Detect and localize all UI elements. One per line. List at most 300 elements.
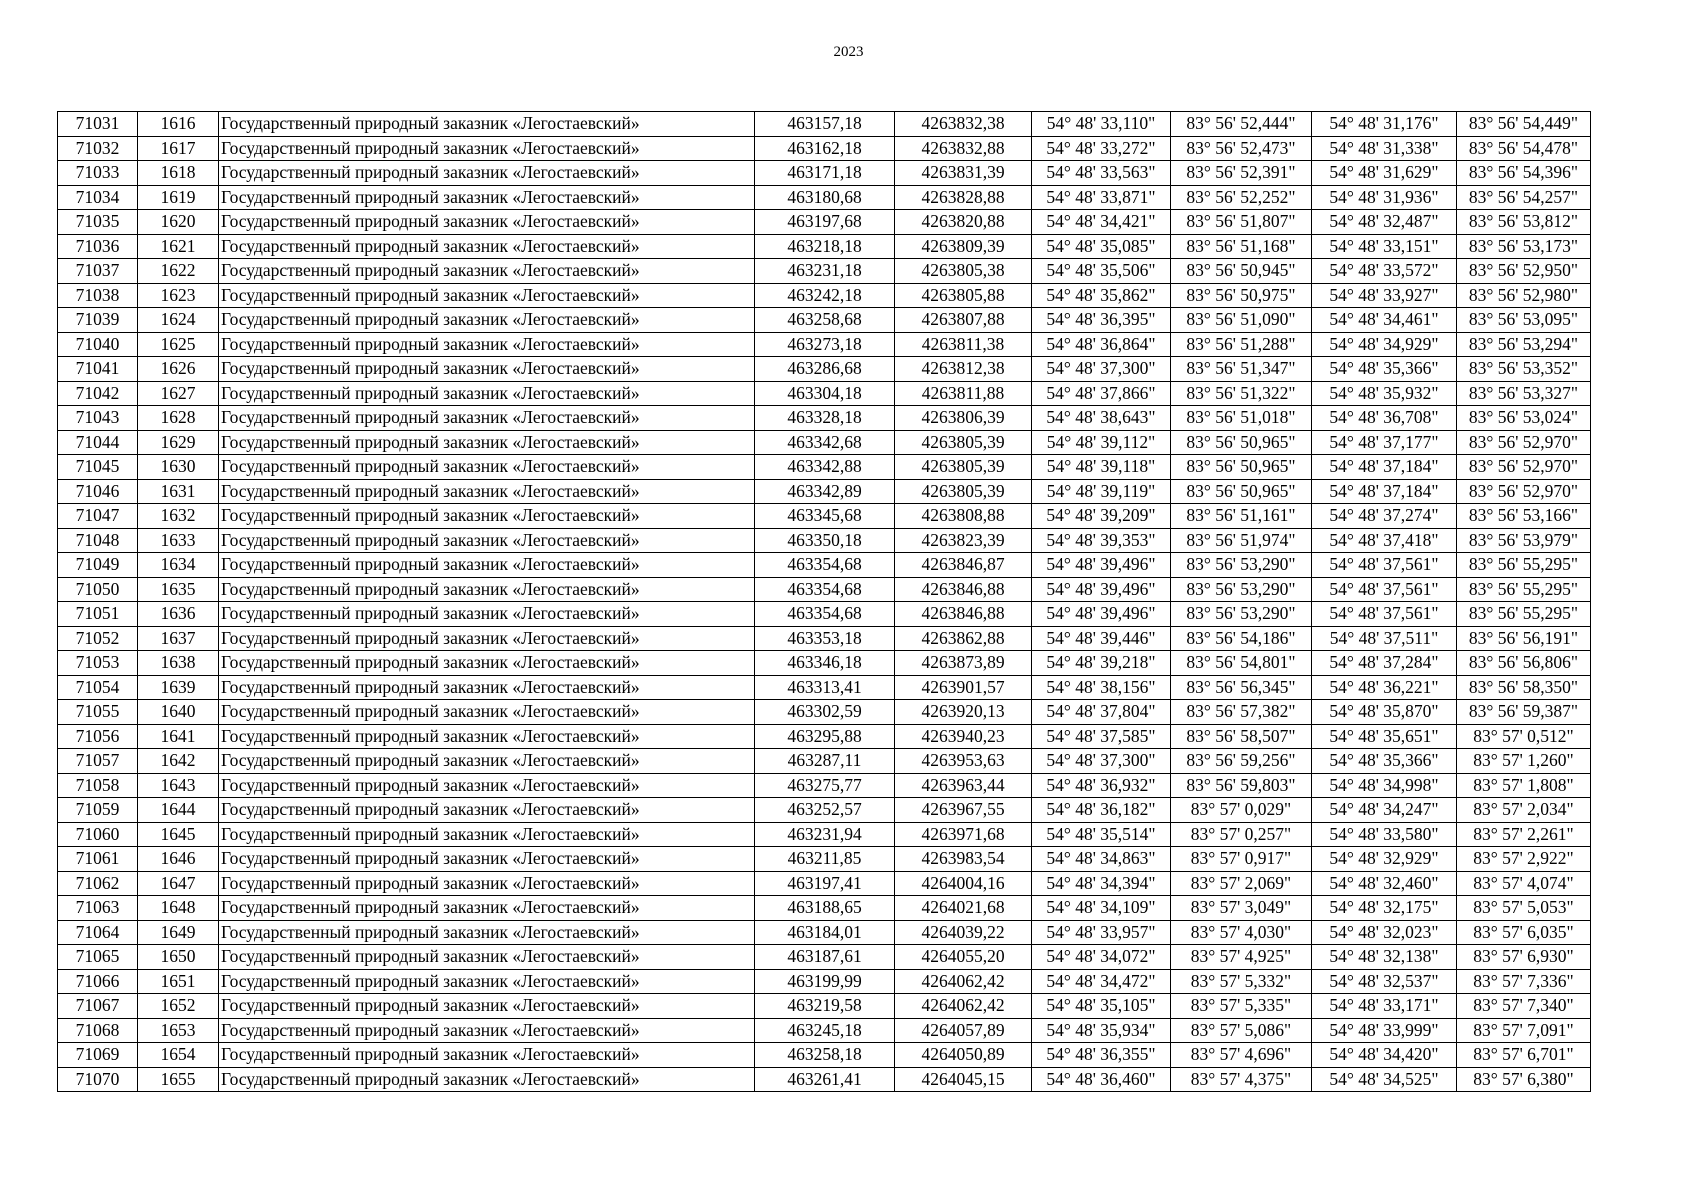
point-number-cell: 1623: [138, 283, 219, 308]
y-coordinate-cell: 4263901,57: [895, 675, 1032, 700]
row-id-cell: 71031: [58, 112, 138, 137]
point-number-cell: 1645: [138, 822, 219, 847]
table-row: [58, 994, 1591, 1019]
longitude-1-cell: 83° 57' 3,049": [1171, 896, 1312, 921]
longitude-2-cell: 83° 56' 58,350": [1457, 675, 1591, 700]
area-name-cell: Государственный природный заказник «Легостаевский»: [219, 700, 755, 725]
y-coordinate-cell: 4263832,38: [895, 112, 1032, 137]
longitude-1-cell: 83° 56' 52,473": [1171, 136, 1312, 161]
point-number-cell: 1627: [138, 381, 219, 406]
area-name-cell: Государственный природный заказник «Легостаевский»: [219, 798, 755, 823]
latitude-1-cell: 54° 48' 34,109": [1032, 896, 1171, 921]
longitude-2-cell: 83° 57' 6,701": [1457, 1043, 1591, 1068]
area-name-cell: Государственный природный заказник «Легостаевский»: [219, 504, 755, 529]
latitude-1-cell: 54° 48' 34,421": [1032, 210, 1171, 235]
row-id-cell: 71035: [58, 210, 138, 235]
area-name-cell: Государственный природный заказник «Легостаевский»: [219, 773, 755, 798]
area-name-cell: Государственный природный заказник «Легостаевский»: [219, 234, 755, 259]
row-id-cell: 71064: [58, 920, 138, 945]
x-coordinate-cell: 463162,18: [755, 136, 895, 161]
table-row: [58, 185, 1591, 210]
row-id-cell: 71041: [58, 357, 138, 382]
y-coordinate-cell: 4263805,39: [895, 479, 1032, 504]
row-id-cell: 71033: [58, 161, 138, 186]
y-coordinate-cell: 4263805,39: [895, 455, 1032, 480]
table-row: [58, 969, 1591, 994]
point-number-cell: 1637: [138, 626, 219, 651]
point-number-cell: 1621: [138, 234, 219, 259]
latitude-2-cell: 54° 48' 34,461": [1312, 308, 1457, 333]
longitude-1-cell: 83° 56' 50,975": [1171, 283, 1312, 308]
latitude-1-cell: 54° 48' 34,863": [1032, 847, 1171, 872]
latitude-2-cell: 54° 48' 34,998": [1312, 773, 1457, 798]
longitude-1-cell: 83° 56' 51,347": [1171, 357, 1312, 382]
longitude-1-cell: 83° 56' 51,018": [1171, 406, 1312, 431]
longitude-2-cell: 83° 56' 53,173": [1457, 234, 1591, 259]
latitude-1-cell: 54° 48' 37,866": [1032, 381, 1171, 406]
latitude-1-cell: 54° 48' 35,934": [1032, 1018, 1171, 1043]
y-coordinate-cell: 4264062,42: [895, 969, 1032, 994]
latitude-1-cell: 54° 48' 33,563": [1032, 161, 1171, 186]
latitude-2-cell: 54° 48' 33,999": [1312, 1018, 1457, 1043]
latitude-2-cell: 54° 48' 31,338": [1312, 136, 1457, 161]
latitude-1-cell: 54° 48' 35,506": [1032, 259, 1171, 284]
point-number-cell: 1648: [138, 896, 219, 921]
point-number-cell: 1640: [138, 700, 219, 725]
latitude-1-cell: 54° 48' 36,355": [1032, 1043, 1171, 1068]
x-coordinate-cell: 463354,68: [755, 602, 895, 627]
area-name-cell: Государственный природный заказник «Легостаевский»: [219, 577, 755, 602]
table-row: [58, 308, 1591, 333]
row-id-cell: 71050: [58, 577, 138, 602]
longitude-2-cell: 83° 56' 53,979": [1457, 528, 1591, 553]
row-id-cell: 71049: [58, 553, 138, 578]
longitude-1-cell: 83° 56' 51,161": [1171, 504, 1312, 529]
row-id-cell: 71062: [58, 871, 138, 896]
longitude-2-cell: 83° 57' 7,336": [1457, 969, 1591, 994]
area-name-cell: Государственный природный заказник «Легостаевский»: [219, 969, 755, 994]
table-row: [58, 455, 1591, 480]
y-coordinate-cell: 4263807,88: [895, 308, 1032, 333]
table-row: [58, 406, 1591, 431]
table-row: [58, 259, 1591, 284]
y-coordinate-cell: 4263823,39: [895, 528, 1032, 553]
area-name-cell: Государственный природный заказник «Легостаевский»: [219, 896, 755, 921]
longitude-1-cell: 83° 56' 52,444": [1171, 112, 1312, 137]
longitude-1-cell: 83° 56' 54,801": [1171, 651, 1312, 676]
area-name-cell: Государственный природный заказник «Легостаевский»: [219, 210, 755, 235]
area-name-cell: Государственный природный заказник «Легостаевский»: [219, 920, 755, 945]
longitude-2-cell: 83° 56' 54,257": [1457, 185, 1591, 210]
y-coordinate-cell: 4263806,39: [895, 406, 1032, 431]
latitude-1-cell: 54° 48' 36,460": [1032, 1067, 1171, 1092]
table-row: [58, 920, 1591, 945]
latitude-2-cell: 54° 48' 32,138": [1312, 945, 1457, 970]
table-row: [58, 1018, 1591, 1043]
latitude-1-cell: 54° 48' 36,864": [1032, 332, 1171, 357]
longitude-2-cell: 83° 57' 2,922": [1457, 847, 1591, 872]
area-name-cell: Государственный природный заказник «Легостаевский»: [219, 994, 755, 1019]
table-row: [58, 332, 1591, 357]
point-number-cell: 1653: [138, 1018, 219, 1043]
row-id-cell: 71059: [58, 798, 138, 823]
row-id-cell: 71032: [58, 136, 138, 161]
longitude-1-cell: 83° 56' 56,345": [1171, 675, 1312, 700]
latitude-1-cell: 54° 48' 39,496": [1032, 602, 1171, 627]
latitude-2-cell: 54° 48' 37,184": [1312, 455, 1457, 480]
x-coordinate-cell: 463219,58: [755, 994, 895, 1019]
row-id-cell: 71038: [58, 283, 138, 308]
area-name-cell: Государственный природный заказник «Легостаевский»: [219, 724, 755, 749]
x-coordinate-cell: 463218,18: [755, 234, 895, 259]
longitude-1-cell: 83° 56' 59,256": [1171, 749, 1312, 774]
longitude-2-cell: 83° 56' 52,980": [1457, 283, 1591, 308]
x-coordinate-cell: 463242,18: [755, 283, 895, 308]
point-number-cell: 1617: [138, 136, 219, 161]
area-name-cell: Государственный природный заказник «Легостаевский»: [219, 651, 755, 676]
y-coordinate-cell: 4264057,89: [895, 1018, 1032, 1043]
longitude-1-cell: 83° 57' 4,375": [1171, 1067, 1312, 1092]
y-coordinate-cell: 4263812,38: [895, 357, 1032, 382]
longitude-1-cell: 83° 57' 4,696": [1171, 1043, 1312, 1068]
latitude-1-cell: 54° 48' 35,085": [1032, 234, 1171, 259]
table-row: [58, 479, 1591, 504]
longitude-2-cell: 83° 57' 7,340": [1457, 994, 1591, 1019]
longitude-1-cell: 83° 56' 59,803": [1171, 773, 1312, 798]
latitude-2-cell: 54° 48' 33,151": [1312, 234, 1457, 259]
area-name-cell: Государственный природный заказник «Легостаевский»: [219, 308, 755, 333]
longitude-2-cell: 83° 57' 2,034": [1457, 798, 1591, 823]
row-id-cell: 71055: [58, 700, 138, 725]
latitude-1-cell: 54° 48' 35,862": [1032, 283, 1171, 308]
latitude-1-cell: 54° 48' 33,871": [1032, 185, 1171, 210]
longitude-2-cell: 83° 56' 53,352": [1457, 357, 1591, 382]
longitude-1-cell: 83° 57' 5,332": [1171, 969, 1312, 994]
row-id-cell: 71045: [58, 455, 138, 480]
row-id-cell: 71067: [58, 994, 138, 1019]
row-id-cell: 71046: [58, 479, 138, 504]
x-coordinate-cell: 463258,68: [755, 308, 895, 333]
latitude-2-cell: 54° 48' 37,284": [1312, 651, 1457, 676]
point-number-cell: 1630: [138, 455, 219, 480]
longitude-2-cell: 83° 56' 54,478": [1457, 136, 1591, 161]
longitude-1-cell: 83° 56' 52,391": [1171, 161, 1312, 186]
longitude-1-cell: 83° 56' 58,507": [1171, 724, 1312, 749]
area-name-cell: Государственный природный заказник «Легостаевский»: [219, 161, 755, 186]
y-coordinate-cell: 4264039,22: [895, 920, 1032, 945]
table-row: [58, 773, 1591, 798]
point-number-cell: 1654: [138, 1043, 219, 1068]
longitude-1-cell: 83° 57' 0,917": [1171, 847, 1312, 872]
point-number-cell: 1638: [138, 651, 219, 676]
longitude-2-cell: 83° 56' 55,295": [1457, 577, 1591, 602]
longitude-2-cell: 83° 56' 55,295": [1457, 553, 1591, 578]
row-id-cell: 71043: [58, 406, 138, 431]
longitude-2-cell: 83° 56' 53,166": [1457, 504, 1591, 529]
area-name-cell: Государственный природный заказник «Легостаевский»: [219, 259, 755, 284]
latitude-2-cell: 54° 48' 33,927": [1312, 283, 1457, 308]
point-number-cell: 1651: [138, 969, 219, 994]
x-coordinate-cell: 463188,65: [755, 896, 895, 921]
point-number-cell: 1624: [138, 308, 219, 333]
longitude-1-cell: 83° 56' 54,186": [1171, 626, 1312, 651]
table-row: [58, 381, 1591, 406]
latitude-1-cell: 54° 48' 33,957": [1032, 920, 1171, 945]
point-number-cell: 1655: [138, 1067, 219, 1092]
area-name-cell: Государственный природный заказник «Легостаевский»: [219, 136, 755, 161]
y-coordinate-cell: 4263920,13: [895, 700, 1032, 725]
latitude-2-cell: 54° 48' 32,487": [1312, 210, 1457, 235]
x-coordinate-cell: 463199,99: [755, 969, 895, 994]
row-id-cell: 71048: [58, 528, 138, 553]
table-row: [58, 822, 1591, 847]
longitude-2-cell: 83° 57' 1,808": [1457, 773, 1591, 798]
latitude-1-cell: 54° 48' 38,156": [1032, 675, 1171, 700]
latitude-1-cell: 54° 48' 35,105": [1032, 994, 1171, 1019]
latitude-1-cell: 54° 48' 33,110": [1032, 112, 1171, 137]
point-number-cell: 1628: [138, 406, 219, 431]
row-id-cell: 71063: [58, 896, 138, 921]
area-name-cell: Государственный природный заказник «Легостаевский»: [219, 626, 755, 651]
y-coordinate-cell: 4264004,16: [895, 871, 1032, 896]
latitude-2-cell: 54° 48' 36,221": [1312, 675, 1457, 700]
x-coordinate-cell: 463252,57: [755, 798, 895, 823]
point-number-cell: 1639: [138, 675, 219, 700]
row-id-cell: 71066: [58, 969, 138, 994]
longitude-2-cell: 83° 56' 52,950": [1457, 259, 1591, 284]
table-row: [58, 430, 1591, 455]
table-row: [58, 234, 1591, 259]
row-id-cell: 71051: [58, 602, 138, 627]
latitude-1-cell: 54° 48' 39,446": [1032, 626, 1171, 651]
row-id-cell: 71039: [58, 308, 138, 333]
x-coordinate-cell: 463304,18: [755, 381, 895, 406]
x-coordinate-cell: 463354,68: [755, 577, 895, 602]
table-row: [58, 210, 1591, 235]
point-number-cell: 1632: [138, 504, 219, 529]
x-coordinate-cell: 463231,94: [755, 822, 895, 847]
area-name-cell: Государственный природный заказник «Легостаевский»: [219, 871, 755, 896]
point-number-cell: 1643: [138, 773, 219, 798]
row-id-cell: 71034: [58, 185, 138, 210]
y-coordinate-cell: 4264062,42: [895, 994, 1032, 1019]
area-name-cell: Государственный природный заказник «Легостаевский»: [219, 479, 755, 504]
y-coordinate-cell: 4263805,88: [895, 283, 1032, 308]
row-id-cell: 71068: [58, 1018, 138, 1043]
x-coordinate-cell: 463273,18: [755, 332, 895, 357]
latitude-2-cell: 54° 48' 31,629": [1312, 161, 1457, 186]
y-coordinate-cell: 4263811,88: [895, 381, 1032, 406]
point-number-cell: 1616: [138, 112, 219, 137]
longitude-2-cell: 83° 56' 54,396": [1457, 161, 1591, 186]
latitude-2-cell: 54° 48' 35,366": [1312, 749, 1457, 774]
row-id-cell: 71036: [58, 234, 138, 259]
table-row: [58, 675, 1591, 700]
x-coordinate-cell: 463342,89: [755, 479, 895, 504]
latitude-1-cell: 54° 48' 39,209": [1032, 504, 1171, 529]
latitude-2-cell: 54° 48' 33,580": [1312, 822, 1457, 847]
x-coordinate-cell: 463231,18: [755, 259, 895, 284]
longitude-2-cell: 83° 57' 5,053": [1457, 896, 1591, 921]
x-coordinate-cell: 463184,01: [755, 920, 895, 945]
point-number-cell: 1634: [138, 553, 219, 578]
x-coordinate-cell: 463157,18: [755, 112, 895, 137]
area-name-cell: Государственный природный заказник «Легостаевский»: [219, 357, 755, 382]
point-number-cell: 1642: [138, 749, 219, 774]
area-name-cell: Государственный природный заказник «Легостаевский»: [219, 945, 755, 970]
area-name-cell: Государственный природный заказник «Легостаевский»: [219, 602, 755, 627]
latitude-2-cell: 54° 48' 34,929": [1312, 332, 1457, 357]
longitude-1-cell: 83° 57' 4,925": [1171, 945, 1312, 970]
point-number-cell: 1631: [138, 479, 219, 504]
longitude-1-cell: 83° 56' 57,382": [1171, 700, 1312, 725]
latitude-2-cell: 54° 48' 32,023": [1312, 920, 1457, 945]
x-coordinate-cell: 463171,18: [755, 161, 895, 186]
table-row: [58, 1067, 1591, 1092]
y-coordinate-cell: 4263846,88: [895, 602, 1032, 627]
longitude-2-cell: 83° 57' 7,091": [1457, 1018, 1591, 1043]
table-row: [58, 1043, 1591, 1068]
x-coordinate-cell: 463261,41: [755, 1067, 895, 1092]
area-name-cell: Государственный природный заказник «Легостаевский»: [219, 749, 755, 774]
longitude-2-cell: 83° 56' 56,806": [1457, 651, 1591, 676]
longitude-2-cell: 83° 56' 54,449": [1457, 112, 1591, 137]
x-coordinate-cell: 463275,77: [755, 773, 895, 798]
point-number-cell: 1626: [138, 357, 219, 382]
latitude-1-cell: 54° 48' 36,932": [1032, 773, 1171, 798]
y-coordinate-cell: 4263963,44: [895, 773, 1032, 798]
y-coordinate-cell: 4263811,38: [895, 332, 1032, 357]
area-name-cell: Государственный природный заказник «Легостаевский»: [219, 528, 755, 553]
latitude-2-cell: 54° 48' 31,176": [1312, 112, 1457, 137]
row-id-cell: 71056: [58, 724, 138, 749]
latitude-2-cell: 54° 48' 37,274": [1312, 504, 1457, 529]
y-coordinate-cell: 4263808,88: [895, 504, 1032, 529]
point-number-cell: 1652: [138, 994, 219, 1019]
latitude-2-cell: 54° 48' 37,561": [1312, 553, 1457, 578]
longitude-1-cell: 83° 56' 53,290": [1171, 553, 1312, 578]
table-row: [58, 602, 1591, 627]
y-coordinate-cell: 4263953,63: [895, 749, 1032, 774]
table-row: [58, 577, 1591, 602]
table-row: [58, 528, 1591, 553]
latitude-1-cell: 54° 48' 34,472": [1032, 969, 1171, 994]
longitude-2-cell: 83° 56' 52,970": [1457, 479, 1591, 504]
latitude-1-cell: 54° 48' 34,072": [1032, 945, 1171, 970]
area-name-cell: Государственный природный заказник «Легостаевский»: [219, 847, 755, 872]
point-number-cell: 1633: [138, 528, 219, 553]
area-name-cell: Государственный природный заказник «Легостаевский»: [219, 675, 755, 700]
row-id-cell: 71069: [58, 1043, 138, 1068]
y-coordinate-cell: 4263805,38: [895, 259, 1032, 284]
x-coordinate-cell: 463287,11: [755, 749, 895, 774]
longitude-1-cell: 83° 56' 50,945": [1171, 259, 1312, 284]
table-row: [58, 136, 1591, 161]
longitude-2-cell: 83° 56' 55,295": [1457, 602, 1591, 627]
area-name-cell: Государственный природный заказник «Легостаевский»: [219, 185, 755, 210]
y-coordinate-cell: 4263805,39: [895, 430, 1032, 455]
table-row: [58, 724, 1591, 749]
x-coordinate-cell: 463345,68: [755, 504, 895, 529]
latitude-2-cell: 54° 48' 37,184": [1312, 479, 1457, 504]
row-id-cell: 71058: [58, 773, 138, 798]
table-body: [58, 112, 1591, 1092]
x-coordinate-cell: 463197,68: [755, 210, 895, 235]
longitude-1-cell: 83° 56' 51,168": [1171, 234, 1312, 259]
point-number-cell: 1619: [138, 185, 219, 210]
coordinates-table: [57, 111, 1591, 1092]
latitude-2-cell: 54° 48' 37,511": [1312, 626, 1457, 651]
row-id-cell: 71065: [58, 945, 138, 970]
table-row: [58, 700, 1591, 725]
latitude-2-cell: 54° 48' 35,651": [1312, 724, 1457, 749]
page-number: 2023: [833, 44, 864, 60]
latitude-2-cell: 54° 48' 35,870": [1312, 700, 1457, 725]
area-name-cell: Государственный природный заказник «Легостаевский»: [219, 112, 755, 137]
latitude-2-cell: 54° 48' 34,247": [1312, 798, 1457, 823]
point-number-cell: 1635: [138, 577, 219, 602]
y-coordinate-cell: 4263846,87: [895, 553, 1032, 578]
longitude-1-cell: 83° 56' 50,965": [1171, 455, 1312, 480]
longitude-2-cell: 83° 57' 4,074": [1457, 871, 1591, 896]
latitude-1-cell: 54° 48' 38,643": [1032, 406, 1171, 431]
y-coordinate-cell: 4263971,68: [895, 822, 1032, 847]
table-row: [58, 283, 1591, 308]
latitude-1-cell: 54° 48' 37,300": [1032, 749, 1171, 774]
y-coordinate-cell: 4263846,88: [895, 577, 1032, 602]
longitude-1-cell: 83° 57' 0,257": [1171, 822, 1312, 847]
y-coordinate-cell: 4264055,20: [895, 945, 1032, 970]
latitude-2-cell: 54° 48' 34,420": [1312, 1043, 1457, 1068]
latitude-1-cell: 54° 48' 35,514": [1032, 822, 1171, 847]
row-id-cell: 71040: [58, 332, 138, 357]
longitude-1-cell: 83° 56' 53,290": [1171, 577, 1312, 602]
x-coordinate-cell: 463180,68: [755, 185, 895, 210]
row-id-cell: 71044: [58, 430, 138, 455]
latitude-2-cell: 54° 48' 32,929": [1312, 847, 1457, 872]
table-row: [58, 896, 1591, 921]
latitude-1-cell: 54° 48' 37,585": [1032, 724, 1171, 749]
latitude-1-cell: 54° 48' 39,112": [1032, 430, 1171, 455]
x-coordinate-cell: 463353,18: [755, 626, 895, 651]
table-row: [58, 749, 1591, 774]
y-coordinate-cell: 4263940,23: [895, 724, 1032, 749]
row-id-cell: 71057: [58, 749, 138, 774]
longitude-2-cell: 83° 56' 59,387": [1457, 700, 1591, 725]
x-coordinate-cell: 463328,18: [755, 406, 895, 431]
longitude-2-cell: 83° 56' 56,191": [1457, 626, 1591, 651]
longitude-1-cell: 83° 57' 5,086": [1171, 1018, 1312, 1043]
area-name-cell: Государственный природный заказник «Легостаевский»: [219, 822, 755, 847]
x-coordinate-cell: 463313,41: [755, 675, 895, 700]
point-number-cell: 1647: [138, 871, 219, 896]
y-coordinate-cell: 4263820,88: [895, 210, 1032, 235]
area-name-cell: Государственный природный заказник «Легостаевский»: [219, 430, 755, 455]
latitude-2-cell: 54° 48' 31,936": [1312, 185, 1457, 210]
area-name-cell: Государственный природный заказник «Легостаевский»: [219, 455, 755, 480]
y-coordinate-cell: 4263828,88: [895, 185, 1032, 210]
y-coordinate-cell: 4263967,55: [895, 798, 1032, 823]
y-coordinate-cell: 4263831,39: [895, 161, 1032, 186]
longitude-1-cell: 83° 56' 51,974": [1171, 528, 1312, 553]
y-coordinate-cell: 4264045,15: [895, 1067, 1032, 1092]
latitude-2-cell: 54° 48' 33,572": [1312, 259, 1457, 284]
point-number-cell: 1622: [138, 259, 219, 284]
latitude-2-cell: 54° 48' 37,418": [1312, 528, 1457, 553]
longitude-2-cell: 83° 57' 6,380": [1457, 1067, 1591, 1092]
latitude-2-cell: 54° 48' 37,177": [1312, 430, 1457, 455]
y-coordinate-cell: 4263832,88: [895, 136, 1032, 161]
